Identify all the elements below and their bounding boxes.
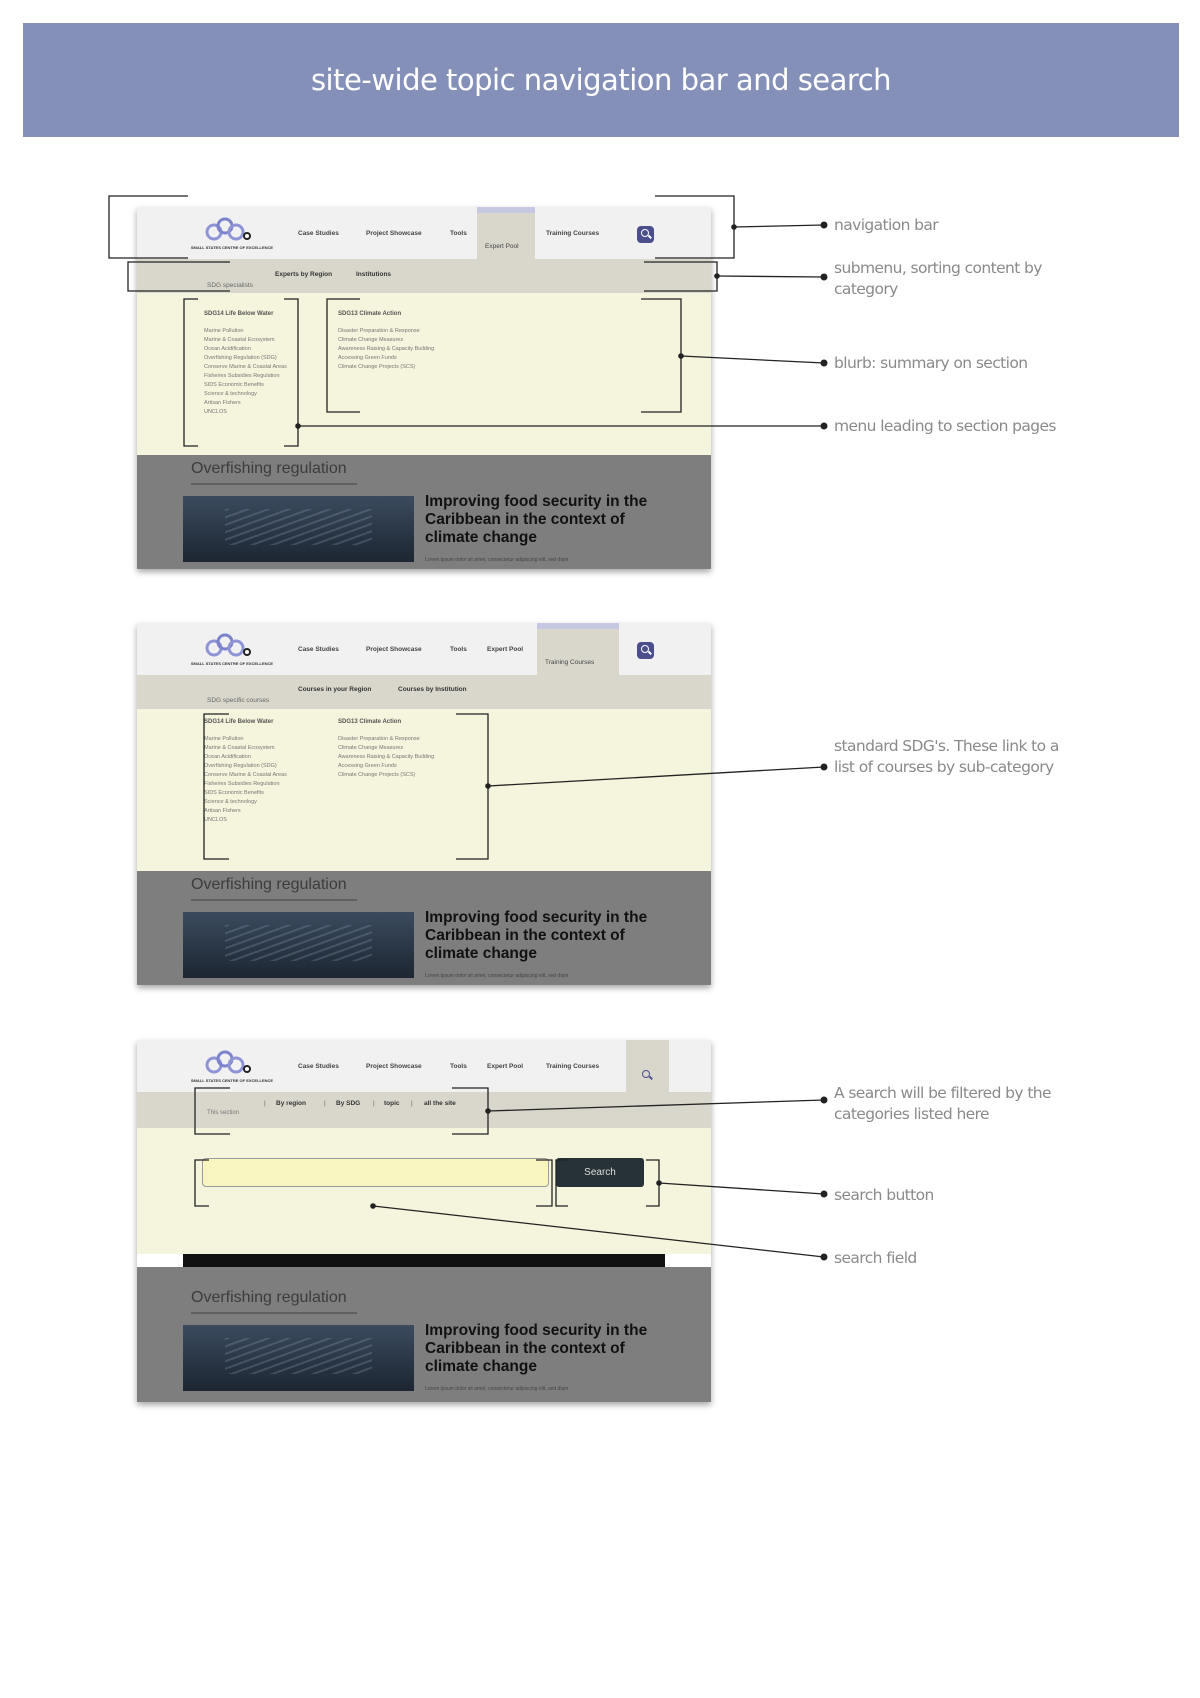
article-headline[interactable]: Improving food security in the Caribbean in the context of climate change [425,909,648,962]
bracket-nav-left [109,196,188,258]
leader-sdg [488,767,824,786]
annotation-navigation-bar: navigation bar [834,216,939,234]
filter-by-sdg[interactable]: By SDG [336,1100,361,1107]
separator: | [324,1100,326,1107]
menu-item[interactable]: Marine Pollution [204,736,244,742]
nav-case-studies[interactable]: Case Studies [298,646,339,653]
bracket-blurb-left [327,299,360,412]
filter-topic[interactable]: topic [384,1100,400,1107]
nav-project-showcase[interactable]: Project Showcase [366,230,422,237]
leader-blurb [681,356,824,363]
bracket-menu-left [184,299,198,446]
article-blurb: Lorem ipsum dolor sit amet, consectetur adipiscing elit, sed diam [425,1386,569,1392]
menu-item[interactable]: Climate Change Measures [338,745,404,751]
nav-project-showcase[interactable]: Project Showcase [366,1063,422,1070]
bracket-submenu-right [644,262,717,291]
menu-item[interactable]: Ocean Acidification [204,346,251,352]
filter-by-region[interactable]: By region [276,1100,306,1107]
menu-item[interactable]: Marine & Coastal Ecosystem [204,745,275,751]
nav-tools[interactable]: Tools [450,230,467,237]
bracket-filter-right [452,1088,488,1134]
separator: | [411,1100,413,1107]
filter-all-the-site[interactable]: all the site [424,1100,456,1107]
logo-caption: SMALL STATES CENTRE OF EXCELLENCE [190,661,274,666]
separator: | [373,1100,375,1107]
submenu-courses-by-institution[interactable]: Courses by Institution [398,686,467,693]
nav-expert-pool[interactable]: Expert Pool [487,646,524,653]
bracket-nav-right [655,196,734,258]
separator: | [264,1100,266,1107]
submenu-experts-by-region[interactable]: Experts by Region [275,271,333,278]
menu-item[interactable]: Accessing Green Funds [338,763,397,769]
page-title: site-wide topic navigation bar and search [310,63,892,97]
menu-item[interactable]: Fisheries Subsidies Regulation [204,781,280,787]
menu-item[interactable]: Climate Change Measures [338,337,404,343]
menu-item[interactable]: Climate Change Projects (SCS) [338,772,416,778]
annotation-search-button: search button [834,1186,934,1204]
menu-item[interactable]: Artisan Fishers [204,400,241,406]
nav-case-studies[interactable]: Case Studies [298,1063,339,1070]
bracket-submenu-left [128,262,230,291]
menu-item[interactable]: Marine & Coastal Ecosystem [204,337,275,343]
menu-item[interactable]: Awareness Raising & Capacity Building [338,754,435,760]
bracket-blurb-right [641,299,681,412]
bracket-sdg-left [204,714,229,859]
menu-item[interactable]: Accessing Green Funds [338,355,397,361]
menu-item[interactable]: SIDS Economic Benefits [204,790,264,796]
annotation-search-filter: A search will be filtered by the categories listed here [834,1084,1051,1123]
nav-tools[interactable]: Tools [450,1063,467,1070]
annotation-menu: menu leading to section pages [834,417,1056,435]
annotation-submenu: submenu, sorting content by category [834,259,1042,298]
menu-item[interactable]: Overfishing Regulation (SDG) [204,355,277,361]
nav-project-showcase[interactable]: Project Showcase [366,646,422,653]
submenu-institutions[interactable]: Institutions [356,271,392,278]
menu-item[interactable]: UNCLOS [204,817,227,823]
submenu-courses-in-region[interactable]: Courses in your Region [298,686,372,693]
article-headline[interactable]: Improving food security in the Caribbean in the context of climate change [425,1322,648,1375]
menu-item[interactable]: Overfishing Regulation (SDG) [204,763,277,769]
menu-item[interactable]: Disaster Preparation & Response [338,736,420,742]
bracket-button-left [556,1160,568,1206]
bracket-menu-right [284,299,298,446]
annotation-blurb: blurb: summary on section [834,354,1028,372]
leader-nav [734,225,824,227]
menu-item[interactable]: Marine Pollution [204,328,244,334]
menu-item[interactable]: SIDS Economic Benefits [204,382,264,388]
menu-item[interactable]: Ocean Acidification [204,754,251,760]
nav-expert-pool-active[interactable]: Expert Pool [477,207,535,259]
column-title-sdg13[interactable]: SDG13 Climate Action [338,719,402,725]
menu-item[interactable]: Awareness Raising & Capacity Building [338,346,435,352]
menu-item[interactable]: Artisan Fishers [204,808,241,814]
submenu-selected[interactable]: SDG specific courses [207,697,270,704]
leader-submenu [717,276,824,277]
section-title: Overfishing regulation [191,460,357,485]
column-title-sdg14[interactable]: SDG14 Life Below Water [204,311,274,317]
article-headline[interactable]: Improving food security in the Caribbean in the context of climate change [425,493,648,546]
menu-item[interactable]: Climate Change Projects (SCS) [338,364,416,370]
bracket-filter-left [195,1088,230,1134]
section-title: Overfishing regulation [191,1289,357,1314]
leader-search-field [373,1206,824,1257]
annotation-search-field: search field [834,1249,917,1267]
menu-item[interactable]: Science & technology [204,391,257,397]
article-blurb: Lorem ipsum dolor sit amet, consectetur adipiscing elit, sed diam [425,973,569,979]
nav-training-courses[interactable]: Training Courses [546,1063,600,1070]
annotation-standard-sdgs: standard SDG's. These link to a list of courses by sub-category [834,737,1059,776]
column-title-sdg14[interactable]: SDG14 Life Below Water [204,719,274,725]
nav-training-courses-active[interactable]: Training Courses [537,623,619,675]
leader-filter [488,1100,824,1111]
logo-caption: SMALL STATES CENTRE OF EXCELLENCE [190,1078,274,1083]
search-button[interactable]: Search [556,1158,644,1187]
bracket-field-left [195,1160,209,1206]
filter-this-section[interactable]: This section [207,1110,240,1116]
nav-expert-pool[interactable]: Expert Pool [487,1063,524,1070]
bracket-field-right [536,1160,552,1206]
menu-item[interactable]: Fisheries Subsidies Regulation [204,373,280,379]
menu-item[interactable]: Conserve Marine & Coastal Areas [204,772,287,778]
menu-item[interactable]: Conserve Marine & Coastal Areas [204,364,287,370]
bracket-sdg-right [456,714,488,859]
column-title-sdg13[interactable]: SDG13 Climate Action [338,311,402,317]
leader-search-button [659,1183,824,1194]
menu-item[interactable]: Disaster Preparation & Response [338,328,420,334]
logo-caption: SMALL STATES CENTRE OF EXCELLENCE [190,245,274,250]
section-title: Overfishing regulation [191,876,357,901]
article-blurb: Lorem ipsum dolor sit amet, consectetur adipiscing elit, sed diam [425,557,569,563]
menu-item[interactable]: Science & technology [204,799,257,805]
submenu-selected[interactable]: SDG specialists [207,282,253,289]
nav-case-studies[interactable]: Case Studies [298,230,339,237]
nav-tools[interactable]: Tools [450,646,467,653]
nav-training-courses[interactable]: Training Courses [546,230,600,237]
menu-item[interactable]: UNCLOS [204,409,227,415]
